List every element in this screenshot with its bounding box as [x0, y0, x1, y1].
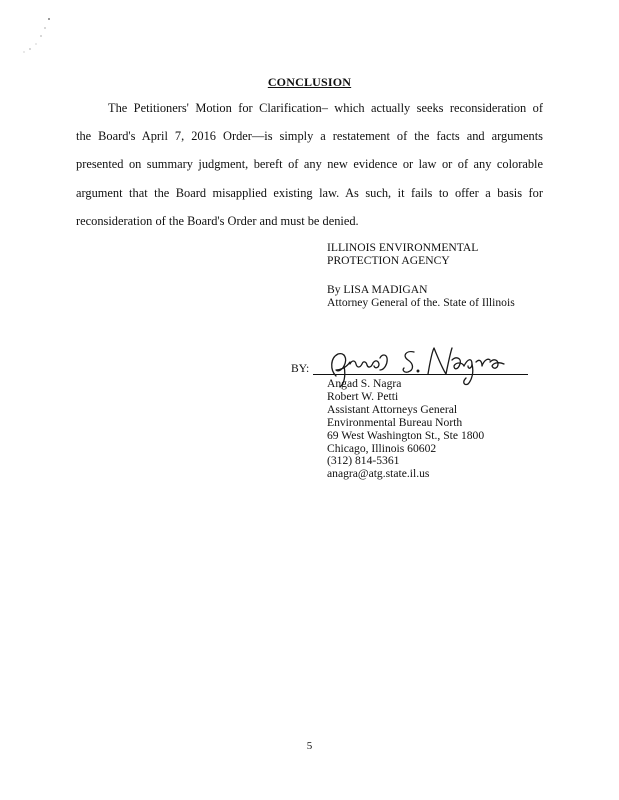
conclusion-line-4: argument that the Board misapplied existing law. As such, it fails to offer a basis for — [76, 186, 543, 200]
agency-line-2: PROTECTION AGENCY — [327, 254, 450, 267]
agency-line-1: ILLINOIS ENVIRONMENTAL — [327, 241, 479, 254]
conclusion-line-3: presented on summary judgment, bereft of any new evidence or law or of any colorable — [76, 157, 543, 171]
attorney-line-2: Attorney General of the. State of Illinois — [327, 296, 515, 309]
conclusion-line-5: reconsideration of the Board's Order and must be denied. — [76, 214, 359, 228]
conclusion-line-2: the Board's April 7, 2016 Order—is simply a restatement of the facts and arguments — [76, 129, 543, 143]
contact-line-cosigner: Robert W. Petti — [327, 389, 399, 403]
contact-line-title: Assistant Attorneys General — [327, 402, 458, 416]
page-number: 5 — [306, 740, 313, 752]
by-label: BY: — [291, 362, 310, 375]
conclusion-line-1: The Petitioners' Motion for Clarification– which actually seeks reconsideration of — [108, 101, 543, 115]
contact-line-city: Chicago, Illinois 60602 — [327, 441, 437, 455]
contact-line-bureau: Environmental Bureau North — [327, 415, 463, 429]
agency-name — [327, 241, 478, 267]
attorney-general-block — [327, 283, 515, 309]
contact-line-street: 69 West Washington St., Ste 1800 — [327, 428, 485, 442]
attorney-line-1: By LISA MADIGAN — [327, 283, 428, 296]
signatory-contact-block — [327, 378, 484, 481]
contact-line-name: Angad S. Nagra — [327, 377, 402, 390]
scan-specks — [18, 16, 58, 60]
conclusion-heading: CONCLUSION — [267, 75, 352, 89]
contact-line-email: anagra@atg.state.il.us — [327, 467, 430, 481]
contact-line-phone: (312) 814-5361 — [327, 454, 400, 468]
